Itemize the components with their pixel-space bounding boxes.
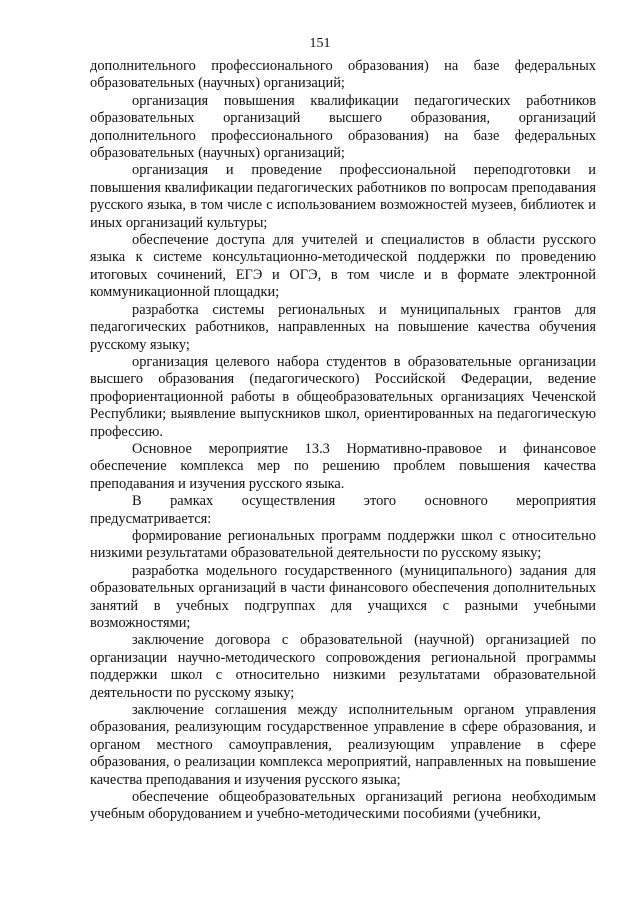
paragraph: дополнительного профессионального образования) на базе федеральных образовательных (научных) организаций; — [90, 58, 596, 92]
paragraph: обеспечение общеобразовательных организаций региона необходимым учебным оборудованием и учебно-методическими пособиями (учебники, — [90, 789, 596, 823]
paragraph: организация повышения квалификации педагогических работников образовательных организаций высшего образования, организаций дополнительного профессионального образования) на базе федеральных образовательных (научных) организаций; — [90, 92, 596, 162]
paragraph: заключение соглашения между исполнительным органом управления образования, реализующим государственное управление в сфере образования, и органом местного самоуправления, реализующим управление в сфере образования, о реализации комплекса мероприятий, направленных на повышение качества преподавания и изучения русского языка; — [90, 702, 596, 788]
paragraph: организация целевого набора студентов в образовательные организации высшего образования (педагогического) Российской Федерации, ведение профориентационной работы в общеобразовательных организациях Чеченской Республики; выявление выпускников школ, ориентированных на педагогическую профессию. — [90, 353, 596, 440]
page-number: 151 — [309, 36, 331, 51]
paragraph: обеспечение доступа для учителей и специалистов в области русского языка к системе консультационно-методической поддержки по проведению итоговых сочинений, ЕГЭ и ОГЭ, в том числе и в формате электронной коммуникационной площадки; — [90, 232, 596, 301]
paragraph: организация и проведение профессиональной переподготовки и повышения квалификации педагогических работников по вопросам преподавания русского языка, в том числе с использованием возможностей музеев, библиотек и иных организаций культуры; — [90, 162, 596, 231]
paragraph: разработка системы региональных и муниципальных грантов для педагогических работников, направленных на повышение качества обучения русскому языку; — [90, 301, 596, 353]
paragraph: разработка модельного государственного (муниципального) задания для образовательных организаций в части финансового обеспечения дополнительных занятий в учебных подгруппах для учащихся с разными учебными возможностями; — [90, 562, 596, 631]
paragraph: Основное мероприятие 13.3 Нормативно-правовое и финансовое обеспечение комплекса мер по решению проблем повышения качества преподавания и изучения русского языка. — [90, 440, 596, 492]
document-body — [90, 58, 596, 824]
paragraph: заключение договора с образовательной (научной) организацией по организации научно-методического сопровождения региональной программы поддержки школ с относительно низкими результатами образовательной деятельности по русскому языку; — [90, 632, 596, 701]
paragraph: формирование региональных программ поддержки школ с относительно низкими результатами образовательной деятельности по русскому языку; — [90, 527, 596, 562]
paragraph: В рамках осуществления этого основного мероприятия предусматривается: — [90, 493, 596, 527]
